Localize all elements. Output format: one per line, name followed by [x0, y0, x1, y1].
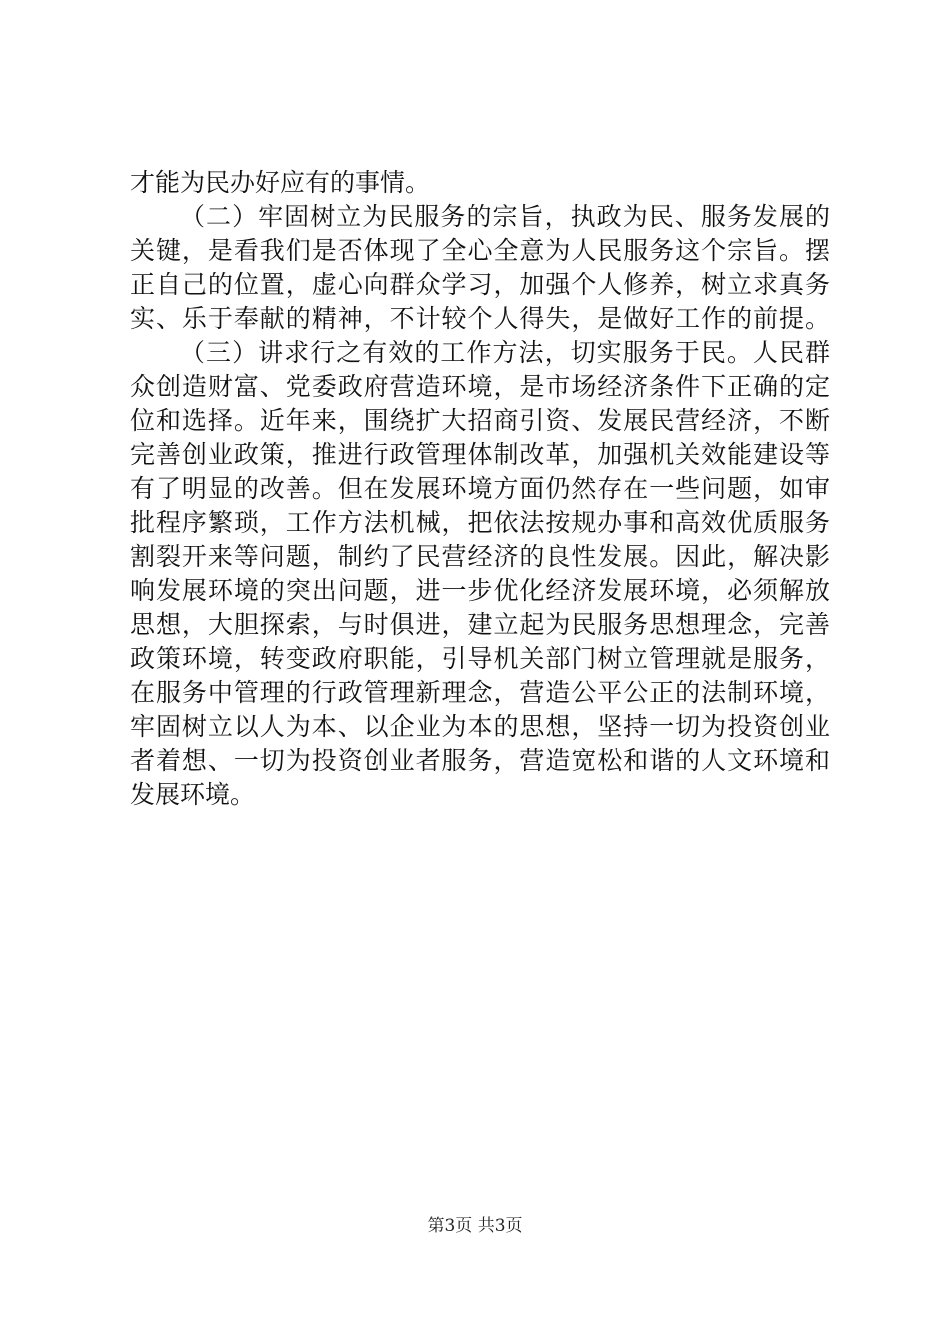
- text-line: 者着想、一切为投资创业者服务，营造宽松和谐的人文环境和: [130, 746, 830, 775]
- text-line: 完善创业政策，推进行政管理体制改革，加强机关效能建设等: [130, 440, 830, 469]
- text-line: 正自己的位置，虚心向群众学习，加强个人修养，树立求真务: [130, 270, 830, 299]
- text-line: 有了明显的改善。但在发展环境方面仍然存在一些问题，如审: [130, 474, 830, 503]
- text-line: 牢固树立以人为本、以企业为本的思想，坚持一切为投资创业: [130, 712, 830, 741]
- text-line: 位和选择。近年来，围绕扩大招商引资、发展民营经济，不断: [130, 406, 830, 435]
- text-line: 响发展环境的突出问题，进一步优化经济发展环境，必须解放: [130, 576, 830, 605]
- text-line: 众创造财富、党委政府营造环境，是市场经济条件下正确的定: [130, 372, 830, 401]
- text-line: 实、乐于奉献的精神，不计较个人得失，是做好工作的前提。: [130, 304, 830, 333]
- text-line: 政策环境，转变政府职能，引导机关部门树立管理就是服务，: [130, 644, 830, 673]
- text-line: 才能为民办好应有的事情。: [130, 168, 431, 197]
- text-line: 发展环境。: [130, 780, 256, 809]
- text-line: 在服务中管理的行政管理新理念，营造公平公正的法制环境，: [130, 678, 830, 707]
- text-line: 割裂开来等问题，制约了民营经济的良性发展。因此，解决影: [130, 542, 830, 571]
- paragraph-3-heading-line: （三）讲求行之有效的工作方法，切实服务于民。人民群: [180, 338, 830, 367]
- text-line: 思想，大胆探索，与时俱进，建立起为民服务思想理念，完善: [130, 610, 830, 639]
- text-line: 批程序繁琐，工作方法机械，把依法按规办事和高效优质服务: [130, 508, 830, 537]
- text-line: 关键，是看我们是否体现了全心全意为人民服务这个宗旨。摆: [130, 236, 830, 265]
- page-number-footer: 第3页 共3页: [427, 1216, 523, 1236]
- paragraph-2-heading-line: （二）牢固树立为民服务的宗旨，执政为民、服务发展的: [180, 202, 830, 231]
